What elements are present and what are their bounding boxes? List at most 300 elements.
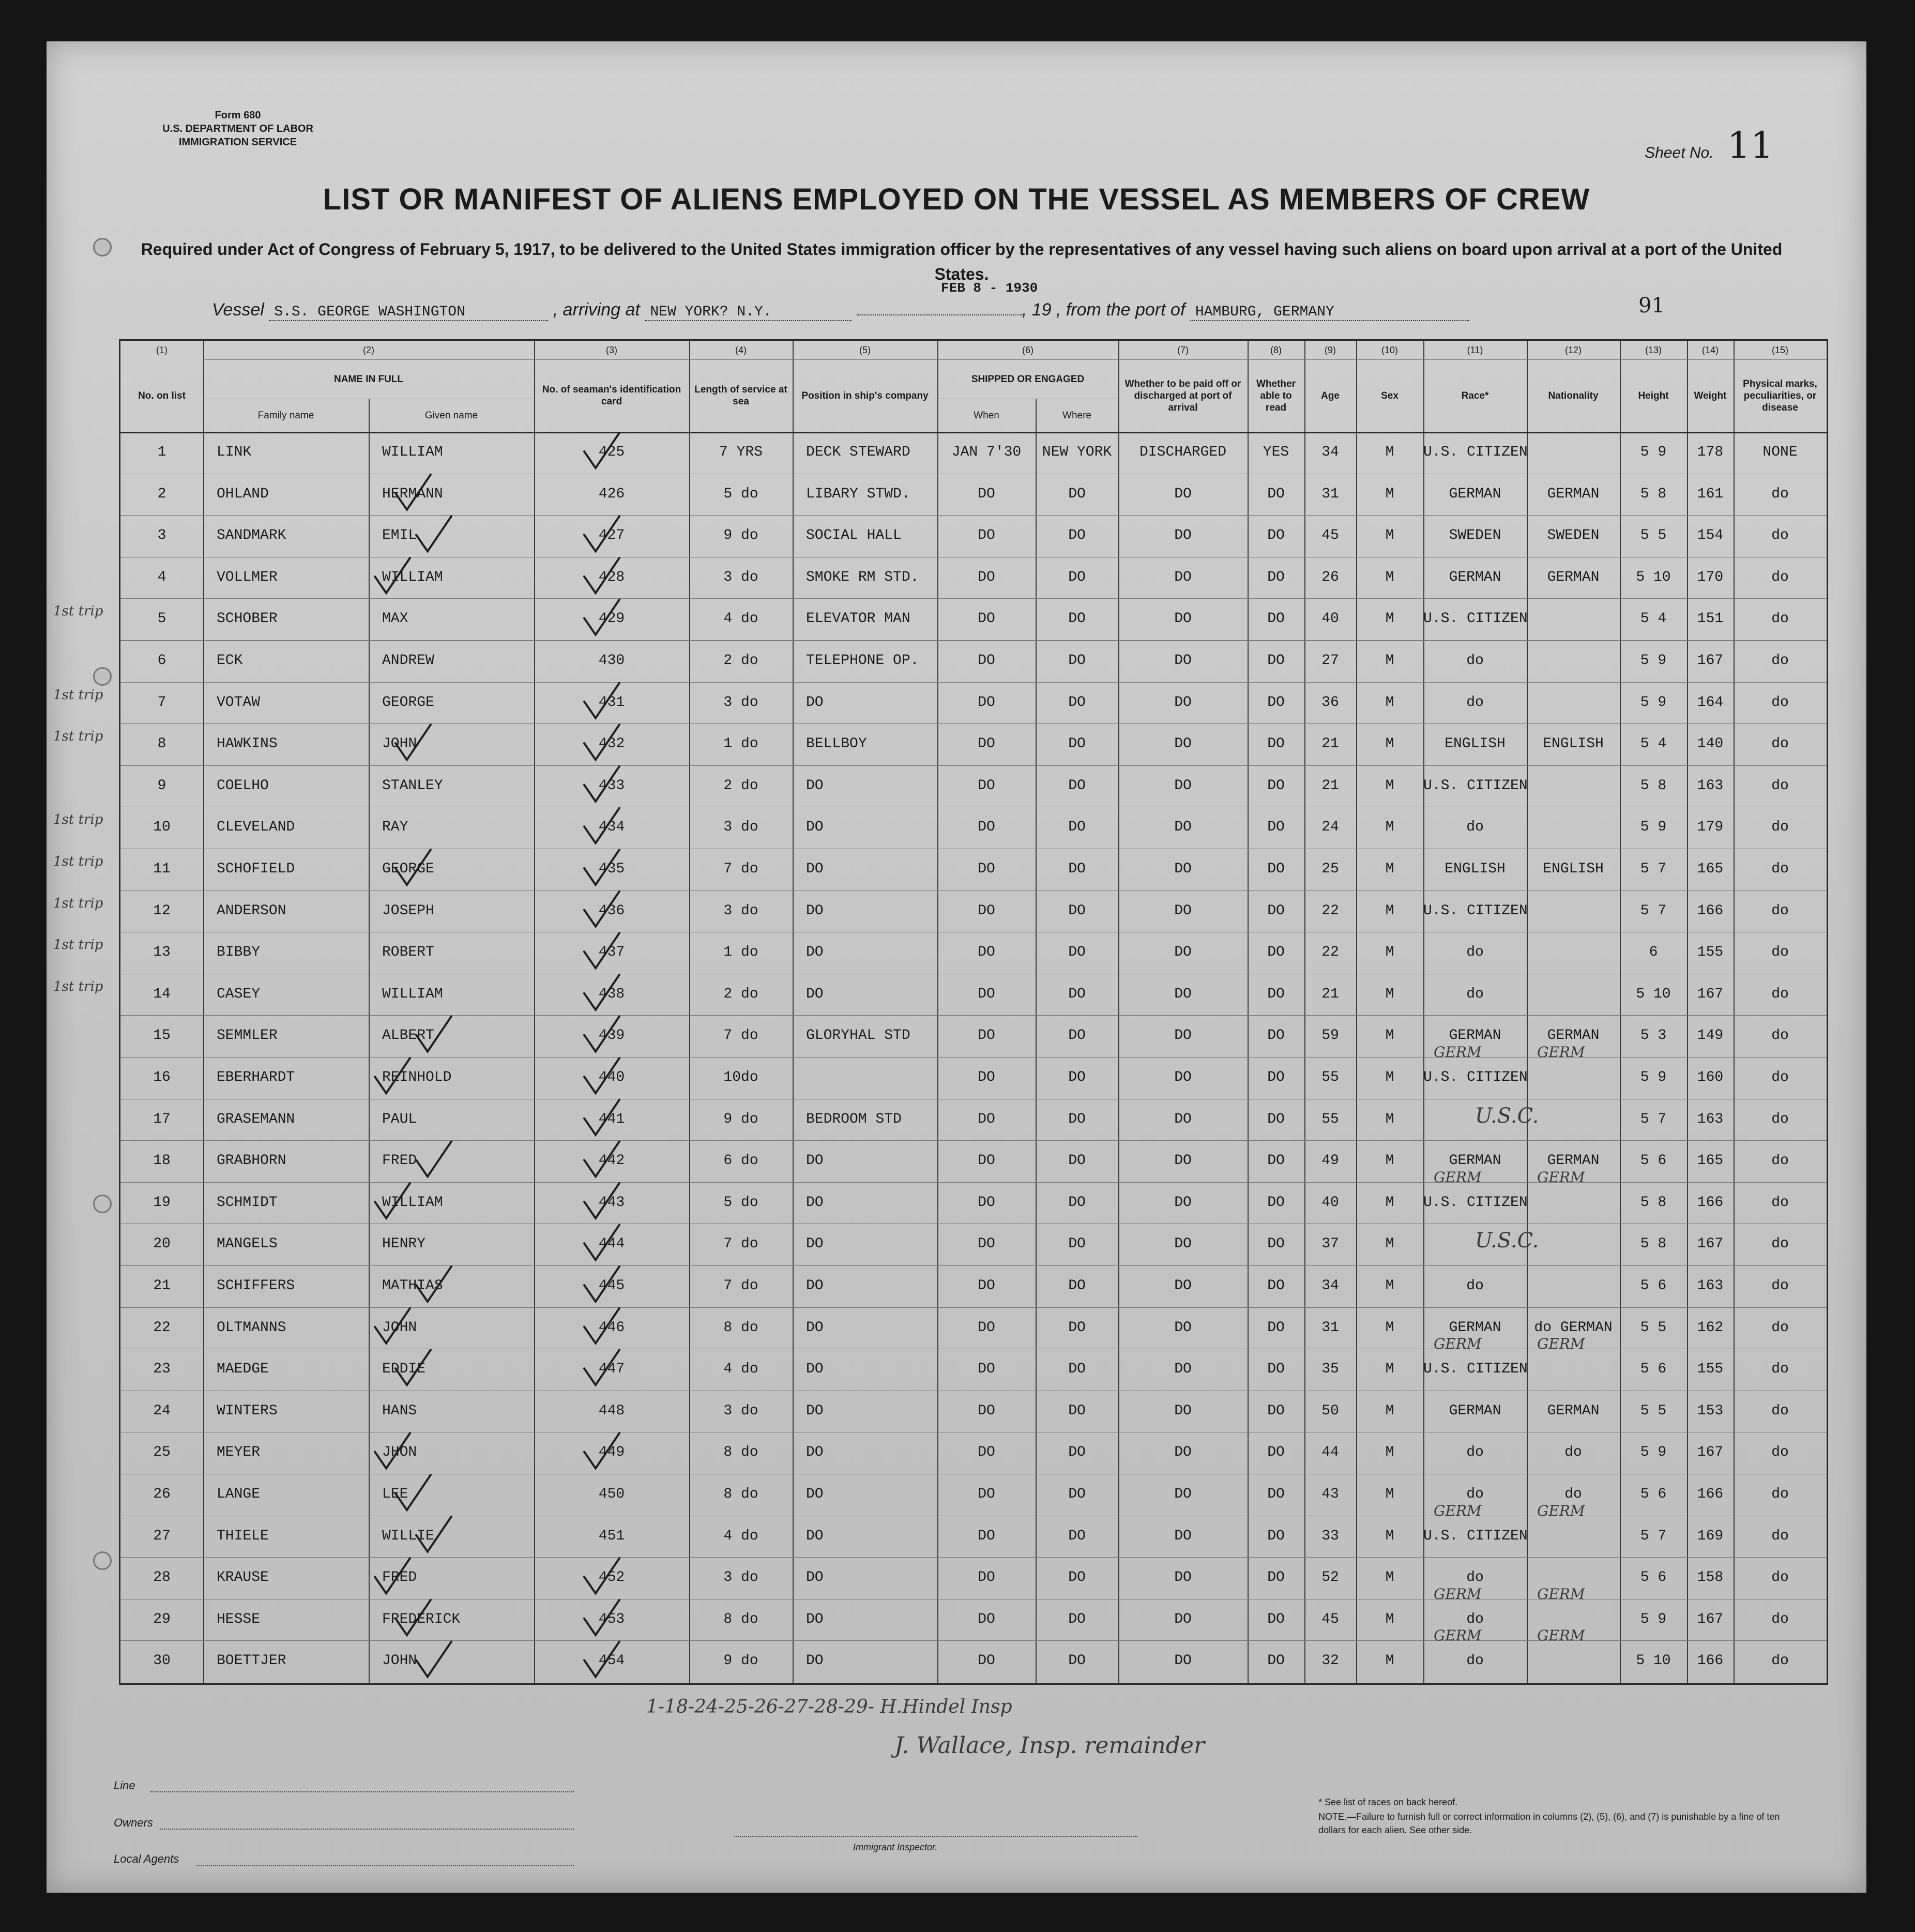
- cell-height: 5 4: [1640, 611, 1667, 627]
- column-number: (3): [606, 345, 617, 355]
- cell-nationality: do: [1564, 1444, 1582, 1461]
- cell-weight: 164: [1697, 694, 1724, 711]
- table-row: [120, 932, 1827, 974]
- table-row: [120, 723, 1827, 765]
- cell-where: DO: [1068, 1444, 1086, 1461]
- handwritten-germ-nationality: GERM: [1537, 1044, 1585, 1061]
- cell-age: 21: [1321, 986, 1339, 1002]
- manifest-sheet: [47, 41, 1866, 1893]
- cell-no: 16: [153, 1069, 171, 1085]
- column-header: Physical marks, peculiarities, or disease: [1743, 378, 1817, 413]
- cell-height: 5 9: [1640, 694, 1667, 711]
- cell-no: 12: [153, 902, 171, 919]
- cell-weight: 163: [1697, 1278, 1724, 1294]
- cell-given: HENRY: [382, 1236, 426, 1252]
- cell-nationality: [1527, 932, 1620, 973]
- cell-where: DO: [1068, 527, 1086, 544]
- cell-no: 5: [157, 611, 166, 627]
- table-row: [120, 1516, 1827, 1558]
- cell-marks: do: [1771, 861, 1789, 877]
- cell-read: DO: [1267, 1194, 1285, 1211]
- cell-no: 18: [153, 1153, 171, 1169]
- cell-given: ANDREW: [382, 653, 434, 669]
- cell-marks: do: [1771, 1319, 1789, 1336]
- cell-nationality: [1527, 598, 1620, 640]
- cell-height: 5 6: [1640, 1361, 1667, 1378]
- page-title: LIST OR MANIFEST OF ALIENS EMPLOYED ON THE VESSEL AS MEMBERS OF CREW: [323, 183, 1590, 216]
- cell-nationality: [1527, 640, 1620, 682]
- cell-paid: DO: [1174, 1653, 1192, 1669]
- cell-service: 7 YRS: [719, 444, 763, 460]
- cell-family: HESSE: [217, 1611, 261, 1627]
- cell-sex: M: [1385, 1028, 1394, 1044]
- cell-marks: do: [1771, 1361, 1789, 1378]
- cell-nationality: [1527, 1349, 1620, 1390]
- cell-paid: DO: [1174, 1278, 1192, 1294]
- table-row: [120, 640, 1827, 682]
- cell-where: DO: [1068, 1028, 1086, 1044]
- cell-card: 425: [598, 444, 625, 460]
- cell-read: DO: [1267, 1569, 1285, 1586]
- cell-age: 26: [1321, 569, 1339, 585]
- cell-position: DO: [806, 944, 824, 961]
- cell-read: DO: [1267, 819, 1285, 836]
- column-number: (4): [735, 345, 747, 355]
- cell-position: DECK STEWARD: [806, 444, 910, 460]
- cell-no: 26: [153, 1486, 171, 1502]
- cell-marks: do: [1771, 694, 1789, 711]
- handwritten-trip-note: 1st trip: [53, 854, 103, 869]
- cell-marks: do: [1771, 1278, 1789, 1294]
- cell-given: JOHN: [382, 1319, 417, 1336]
- cell-paid: DO: [1174, 1069, 1192, 1085]
- cell-age: 52: [1321, 1569, 1339, 1586]
- from-label: , from the port of: [1056, 300, 1186, 320]
- cell-race: do: [1466, 1278, 1484, 1294]
- cell-position: DO: [806, 1486, 824, 1502]
- crew-table: [53, 339, 1828, 1685]
- cell-given: HERMANN: [382, 486, 443, 502]
- cell-family: ECK: [217, 653, 243, 669]
- cell-card: 430: [598, 653, 625, 669]
- cell-weight: 166: [1697, 1653, 1724, 1669]
- cell-service: 2 do: [723, 777, 758, 794]
- cell-race: SWEDEN: [1449, 527, 1501, 544]
- cell-where: DO: [1068, 1194, 1086, 1211]
- column-subheader: Given name: [424, 410, 478, 421]
- cell-age: 45: [1321, 527, 1339, 544]
- cell-sex: M: [1385, 736, 1394, 752]
- cell-nationality: [1527, 1224, 1620, 1265]
- cell-card: 448: [598, 1402, 625, 1419]
- cell-age: 22: [1321, 902, 1339, 919]
- cell-when: DO: [978, 694, 995, 711]
- table-row: [120, 1265, 1827, 1307]
- cell-when: DO: [978, 944, 995, 961]
- cell-given: MATHIAS: [382, 1278, 443, 1294]
- sheet-number: [1645, 124, 1773, 167]
- cell-paid: DO: [1174, 1153, 1192, 1169]
- cell-read: DO: [1267, 1444, 1285, 1461]
- cell-no: 22: [153, 1319, 171, 1336]
- cell-nationality: do GERMAN: [1534, 1319, 1613, 1336]
- handwritten-trip-note: 1st trip: [53, 937, 103, 953]
- cell-service: 3 do: [723, 902, 758, 919]
- cell-marks: do: [1771, 569, 1789, 585]
- cell-sex: M: [1385, 1111, 1394, 1127]
- cell-weight: 155: [1697, 1361, 1724, 1378]
- cell-sex: M: [1385, 1444, 1394, 1461]
- cell-height: 5 5: [1640, 1319, 1667, 1336]
- cell-family: MAEDGE: [217, 1361, 269, 1378]
- cell-given: JHON: [382, 1444, 417, 1461]
- cell-height: 5 5: [1640, 1402, 1667, 1419]
- cell-card: 440: [598, 1069, 625, 1085]
- cell-paid: DO: [1174, 1361, 1192, 1378]
- cell-given: FREDERICK: [382, 1611, 461, 1627]
- cell-nationality: GERMAN: [1547, 1153, 1600, 1169]
- column-header: Position in ship's company: [801, 390, 929, 401]
- cell-read: DO: [1267, 653, 1285, 669]
- cell-weight: 158: [1697, 1569, 1724, 1586]
- cell-height: 5 7: [1640, 1528, 1667, 1544]
- column-number: (6): [1022, 345, 1034, 355]
- cell-card: 434: [598, 819, 625, 836]
- cell-when: DO: [978, 1278, 995, 1294]
- cell-nationality: [1527, 432, 1620, 473]
- cell-service: 1 do: [723, 944, 758, 961]
- cell-paid: DO: [1174, 986, 1192, 1002]
- cell-when: DO: [978, 902, 995, 919]
- cell-sex: M: [1385, 527, 1394, 544]
- handwritten-trip-note: 1st trip: [53, 687, 103, 703]
- cell-age: 22: [1321, 944, 1339, 961]
- cell-read: DO: [1267, 944, 1285, 961]
- table-row: [120, 598, 1827, 640]
- cell-race: GERMAN: [1449, 1402, 1501, 1419]
- cell-given: WILLIAM: [382, 986, 443, 1002]
- cell-race: do: [1466, 1611, 1484, 1627]
- column-header: Sex: [1381, 390, 1399, 401]
- handwritten-germ-nationality: GERM: [1537, 1335, 1585, 1353]
- cell-marks: NONE: [1762, 444, 1798, 460]
- cell-height: 5 7: [1640, 1111, 1667, 1127]
- handwritten-trip-note: 1st trip: [53, 729, 103, 745]
- cell-weight: 166: [1697, 902, 1724, 919]
- cell-marks: do: [1771, 777, 1789, 794]
- cell-paid: DO: [1174, 819, 1192, 836]
- cell-service: 7 do: [723, 1236, 758, 1252]
- cell-position: BEDROOM STD: [806, 1111, 902, 1127]
- vessel-line: [212, 300, 1469, 321]
- cell-service: 4 do: [723, 611, 758, 627]
- cell-age: 24: [1321, 819, 1339, 836]
- cell-paid: DO: [1174, 1111, 1192, 1127]
- cell-weight: 167: [1697, 653, 1724, 669]
- cell-no: 8: [157, 736, 166, 752]
- table-row: [120, 765, 1827, 807]
- cell-where: DO: [1068, 736, 1086, 752]
- table-row: [120, 682, 1827, 724]
- cell-no: 3: [157, 527, 166, 544]
- cell-when: DO: [978, 1111, 995, 1127]
- cell-race: ENGLISH: [1445, 736, 1506, 752]
- cell-when: JAN 7'30: [951, 444, 1022, 460]
- cell-height: 5 6: [1640, 1486, 1667, 1502]
- column-header: Length of service at sea: [694, 384, 787, 407]
- cell-height: 5 6: [1640, 1278, 1667, 1294]
- cell-position: DO: [806, 1319, 824, 1336]
- cell-position: DO: [806, 1153, 824, 1169]
- cell-card: 436: [598, 902, 625, 919]
- cell-paid: DO: [1174, 1028, 1192, 1044]
- cell-paid: DO: [1174, 944, 1192, 961]
- cell-read: YES: [1263, 444, 1289, 460]
- cell-age: 55: [1321, 1069, 1339, 1085]
- cell-card: 439: [598, 1028, 625, 1044]
- cell-card: 451: [598, 1528, 625, 1544]
- column-number: (15): [1771, 345, 1788, 355]
- cell-card: 453: [598, 1611, 625, 1627]
- cell-given: GEORGE: [382, 861, 434, 877]
- cell-no: 1: [157, 444, 166, 460]
- cell-service: 4 do: [723, 1528, 758, 1544]
- cell-read: DO: [1267, 1361, 1285, 1378]
- cell-family: OHLAND: [217, 486, 269, 502]
- cell-height: 5 9: [1640, 653, 1667, 669]
- table-row: [120, 890, 1827, 932]
- cell-age: 34: [1321, 1278, 1339, 1294]
- cell-family: OLTMANNS: [217, 1319, 286, 1336]
- cell-where: DO: [1068, 986, 1086, 1002]
- cell-card: 426: [598, 486, 625, 502]
- cell-nationality: [1527, 890, 1620, 932]
- cell-weight: 154: [1697, 527, 1724, 544]
- cell-given: ROBERT: [382, 944, 434, 961]
- cell-service: 5 do: [723, 486, 758, 502]
- cell-sex: M: [1385, 902, 1394, 919]
- cell-age: 33: [1321, 1528, 1339, 1544]
- cell-read: DO: [1267, 1111, 1285, 1127]
- cell-read: DO: [1267, 1486, 1285, 1502]
- cell-where: DO: [1068, 486, 1086, 502]
- cell-no: 23: [153, 1361, 171, 1378]
- cell-read: DO: [1267, 569, 1285, 585]
- cell-given: HANS: [382, 1402, 417, 1419]
- cell-when: DO: [978, 1402, 995, 1419]
- cell-given: ALBERT: [382, 1028, 434, 1044]
- cell-card: 449: [598, 1444, 625, 1461]
- year-label: , 19: [1022, 300, 1052, 320]
- cell-service: 2 do: [723, 653, 758, 669]
- cell-family: EBERHARDT: [217, 1069, 295, 1085]
- column-number: (12): [1564, 345, 1582, 355]
- cell-given: REINHOLD: [382, 1069, 452, 1085]
- cell-position: LIBARY STWD.: [806, 486, 910, 502]
- cell-family: MEYER: [217, 1444, 261, 1461]
- cell-family: CLEVELAND: [217, 819, 295, 836]
- cell-marks: do: [1771, 486, 1789, 502]
- form-header: [140, 109, 336, 149]
- cell-race: do: [1466, 819, 1484, 836]
- cell-card: 447: [598, 1361, 625, 1378]
- cell-weight: 167: [1697, 1611, 1724, 1627]
- cell-where: DO: [1068, 1611, 1086, 1627]
- cell-age: 34: [1321, 444, 1339, 460]
- column-header: Height: [1638, 390, 1669, 401]
- cell-read: DO: [1267, 1278, 1285, 1294]
- handwritten-trip-note: 1st trip: [53, 895, 103, 911]
- cell-family: SEMMLER: [217, 1028, 278, 1044]
- cell-race: do: [1466, 1486, 1484, 1502]
- table-row: [120, 1057, 1827, 1099]
- cell-race: do: [1466, 1444, 1484, 1461]
- cell-read: DO: [1267, 1611, 1285, 1627]
- cell-sex: M: [1385, 444, 1394, 460]
- cell-card: 428: [598, 569, 625, 585]
- cell-no: 20: [153, 1236, 171, 1252]
- cell-position: SOCIAL HALL: [806, 527, 902, 544]
- cell-sex: M: [1385, 1486, 1394, 1502]
- cell-service: 8 do: [723, 1444, 758, 1461]
- column-number: (8): [1270, 345, 1282, 355]
- cell-read: DO: [1267, 861, 1285, 877]
- cell-race: do: [1466, 1653, 1484, 1669]
- cell-card: 431: [598, 694, 625, 711]
- cell-height: 5 7: [1640, 861, 1667, 877]
- cell-sex: M: [1385, 1402, 1394, 1419]
- department-name: U.S. DEPARTMENT OF LABOR: [162, 123, 313, 134]
- cell-when: DO: [978, 861, 995, 877]
- cell-paid: DO: [1174, 1319, 1192, 1336]
- cell-marks: do: [1771, 902, 1789, 919]
- cell-card: 446: [598, 1319, 625, 1336]
- cell-no: 15: [153, 1028, 171, 1044]
- cell-marks: do: [1771, 527, 1789, 544]
- cell-nationality: [1527, 765, 1620, 807]
- cell-weight: 169: [1697, 1528, 1724, 1544]
- handwritten-trip-note: 1st trip: [53, 603, 103, 620]
- punch-hole: [93, 1551, 112, 1570]
- cell-where: DO: [1068, 694, 1086, 711]
- cell-no: 19: [153, 1194, 171, 1211]
- owners-field: [160, 1829, 574, 1830]
- cell-read: DO: [1267, 611, 1285, 627]
- vessel-label: Vessel: [212, 300, 264, 320]
- inspector-label: Immigrant Inspector.: [853, 1842, 938, 1852]
- cell-card: 438: [598, 986, 625, 1002]
- cell-service: 6 do: [723, 1153, 758, 1169]
- cell-weight: 151: [1697, 611, 1724, 627]
- cell-card: 445: [598, 1278, 625, 1294]
- cell-given: GEORGE: [382, 694, 434, 711]
- cell-paid: DO: [1174, 1402, 1192, 1419]
- cell-when: DO: [978, 1069, 995, 1085]
- cell-given: WILLIAM: [382, 444, 443, 460]
- cell-age: 40: [1321, 611, 1339, 627]
- cell-age: 59: [1321, 1028, 1339, 1044]
- cell-marks: do: [1771, 1069, 1789, 1085]
- cell-height: 5 6: [1640, 1569, 1667, 1586]
- cell-no: 25: [153, 1444, 171, 1461]
- column-header: SHIPPED OR ENGAGED: [971, 373, 1085, 385]
- column-number: (2): [363, 345, 374, 355]
- cell-no: 30: [153, 1653, 171, 1669]
- cell-weight: 160: [1697, 1069, 1724, 1085]
- cell-weight: 170: [1697, 569, 1724, 585]
- cell-sex: M: [1385, 611, 1394, 627]
- cell-where: DO: [1068, 1402, 1086, 1419]
- cell-given: WILLIAM: [382, 569, 443, 585]
- cell-sex: M: [1385, 819, 1394, 836]
- cell-position: SMOKE RM STD.: [806, 569, 919, 585]
- cell-weight: 179: [1697, 819, 1724, 836]
- column-header: Race*: [1461, 390, 1489, 401]
- cell-age: 31: [1321, 1319, 1339, 1336]
- cell-position: DO: [806, 1278, 824, 1294]
- cell-position: DO: [806, 861, 824, 877]
- cell-service: 8 do: [723, 1319, 758, 1336]
- cell-where: DO: [1068, 1278, 1086, 1294]
- cell-family: BOETTJER: [217, 1653, 286, 1669]
- cell-where: DO: [1068, 819, 1086, 836]
- handwritten-germ-nationality: GERM: [1537, 1585, 1585, 1603]
- cell-no: 27: [153, 1528, 171, 1544]
- cell-age: 37: [1321, 1236, 1339, 1252]
- punch-hole: [93, 1195, 112, 1213]
- cell-read: DO: [1267, 1653, 1285, 1669]
- cell-when: DO: [978, 1361, 995, 1378]
- cell-marks: do: [1771, 1028, 1789, 1044]
- cell-sex: M: [1385, 1569, 1394, 1586]
- column-number: (9): [1325, 345, 1336, 355]
- cell-paid: DO: [1174, 1236, 1192, 1252]
- column-number: (10): [1381, 345, 1398, 355]
- cell-position: DO: [806, 1444, 824, 1461]
- cell-race: U.S. CITIZEN: [1423, 444, 1528, 460]
- cell-service: 10do: [723, 1069, 758, 1085]
- cell-service: 3 do: [723, 1402, 758, 1419]
- cell-family: WINTERS: [217, 1402, 278, 1419]
- cell-race: do: [1466, 1569, 1484, 1586]
- inspector-signature-line: [734, 1836, 1137, 1837]
- cell-when: DO: [978, 486, 995, 502]
- cell-service: 3 do: [723, 1569, 758, 1586]
- cell-race: ENGLISH: [1445, 861, 1506, 877]
- cell-age: 49: [1321, 1153, 1339, 1169]
- cell-race: GERMAN: [1449, 569, 1501, 585]
- cell-when: DO: [978, 1236, 995, 1252]
- cell-given: EDDIE: [382, 1361, 426, 1378]
- cell-where: DO: [1068, 1069, 1086, 1085]
- cell-card: 433: [598, 777, 625, 794]
- cell-height: 5 8: [1640, 1236, 1667, 1252]
- cell-paid: DO: [1174, 694, 1192, 711]
- cell-height: 5 9: [1640, 1444, 1667, 1461]
- cell-nationality: SWEDEN: [1547, 527, 1600, 544]
- cell-height: 5 8: [1640, 777, 1667, 794]
- cell-race: U.S. CITIZEN: [1423, 1194, 1528, 1211]
- column-header: Age: [1321, 390, 1340, 401]
- cell-age: 25: [1321, 861, 1339, 877]
- cell-where: DO: [1068, 1236, 1086, 1252]
- cell-nationality: [1527, 1099, 1620, 1140]
- cell-nationality: [1527, 682, 1620, 723]
- cell-where: DO: [1068, 861, 1086, 877]
- cell-age: 40: [1321, 1194, 1339, 1211]
- cell-height: 5 4: [1640, 736, 1667, 752]
- cell-marks: do: [1771, 1236, 1789, 1252]
